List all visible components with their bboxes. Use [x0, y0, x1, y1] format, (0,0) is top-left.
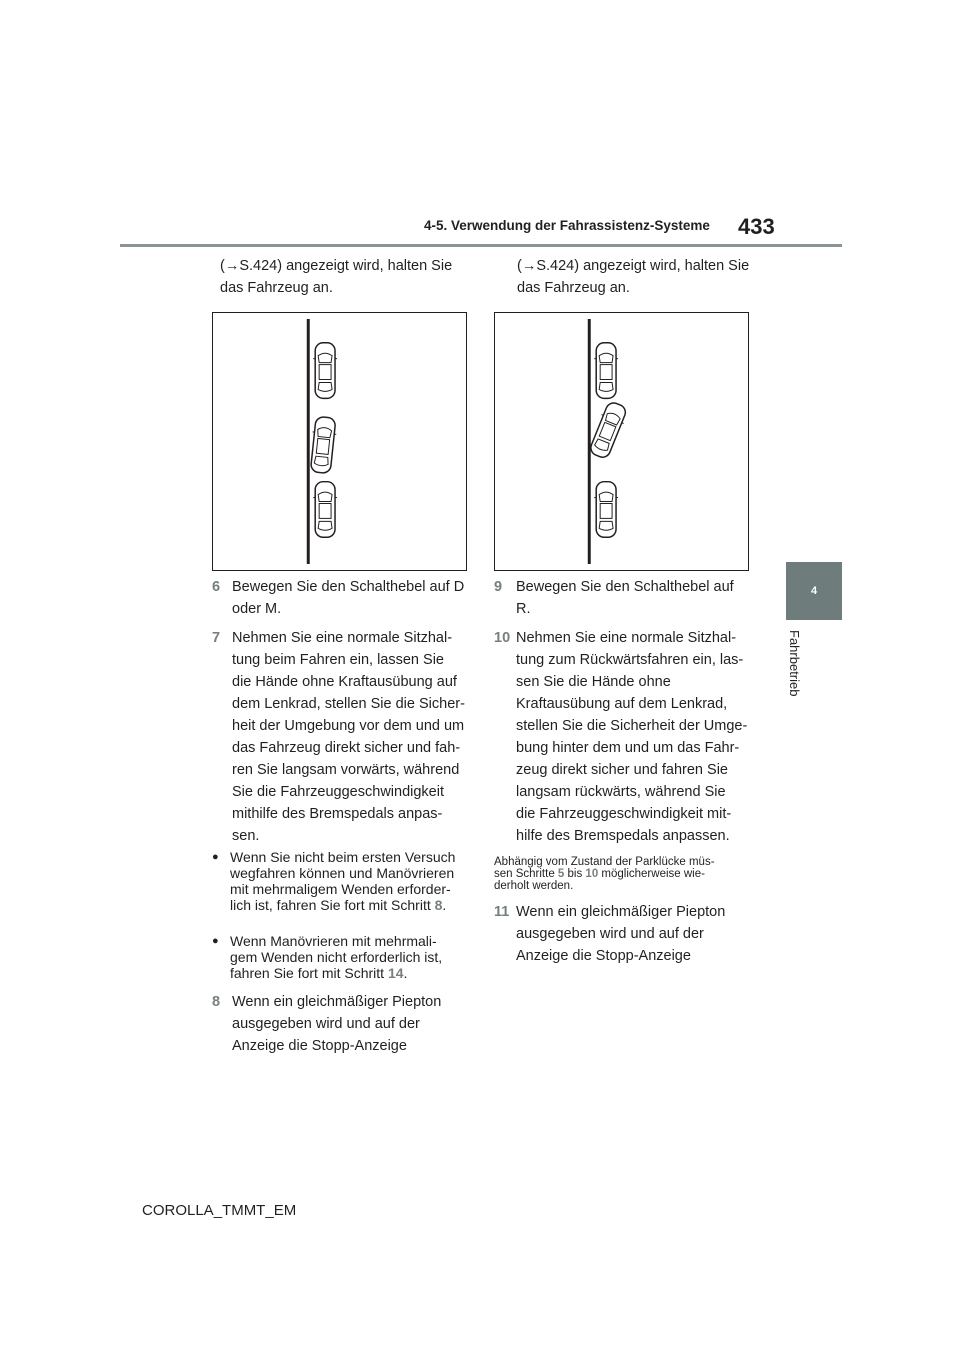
- chapter-tab: 4: [786, 562, 842, 620]
- parked-car-rear-icon: [594, 482, 618, 538]
- step-line: stellen Sie die Sicherheit der Umge-: [516, 718, 748, 734]
- section-title: 4-5. Verwendung der Fahrassistenz-Systeme: [424, 218, 710, 233]
- step-7: [212, 627, 482, 847]
- step-line: Anzeige die Stopp-Anzeige: [516, 948, 691, 964]
- right-continuation-line-1: (→S.424) angezeigt wird, halten Sie: [517, 258, 750, 274]
- parked-car-front-icon: [594, 343, 618, 399]
- reverse-exit-illustration: [494, 312, 749, 571]
- page-number: 433: [738, 214, 775, 239]
- step-line: Wenn ein gleichmäßiger Piepton: [232, 994, 442, 1010]
- step-reference: 14: [387, 965, 404, 981]
- step-line: ausgegeben wird und auf der: [232, 1016, 420, 1032]
- exiting-car-icon: [308, 416, 337, 474]
- step-line: ausgegeben wird und auf der: [516, 926, 704, 942]
- parked-car-rear-icon: [313, 482, 337, 538]
- bullet-icon: ●: [212, 935, 219, 947]
- bullet-line-last: lich ist, fahren Sie fort mit Schritt 8.: [230, 897, 447, 913]
- step-line: Wenn ein gleichmäßiger Piepton: [516, 904, 726, 920]
- step-line: dem Lenkrad, stellen Sie die Sicher-: [232, 696, 465, 712]
- step-line: Nehmen Sie eine normale Sitzhal-: [232, 630, 453, 646]
- step-line: Kraftausübung auf dem Lenkrad,: [516, 696, 728, 712]
- step-line: heit der Umgebung vor dem und um: [232, 718, 465, 734]
- step-line: die Fahrzeuggeschwindigkeit mit-: [516, 806, 732, 822]
- chapter-label: Fahrbetrieb: [787, 630, 802, 697]
- left-continuation-line-1: (→S.424) angezeigt wird, halten Sie: [220, 258, 453, 274]
- bullet-line: Wenn Manövrieren mit mehrmali-: [230, 933, 437, 949]
- step-line: langsam rückwärts, während Sie: [516, 784, 726, 800]
- step-reference: 10: [585, 868, 599, 880]
- step-number: 9: [494, 579, 503, 595]
- step-line: Sie die Fahrzeuggeschwindigkeit: [232, 784, 444, 800]
- step-line: sen Sie die Hände ohne: [516, 674, 671, 690]
- note-line: sen Schritte 5 bis 10 möglicherweise wie-: [494, 868, 705, 880]
- step-11: [494, 901, 764, 967]
- step-line: das Fahrzeug direkt sicher und fah-: [232, 740, 461, 756]
- step-line: tung zum Rückwärtsfahren ein, las-: [516, 652, 744, 668]
- step-line: Nehmen Sie eine normale Sitzhal-: [516, 630, 737, 646]
- bullet-line: wegfahren können und Manövrieren: [230, 865, 455, 881]
- step-number: 10: [494, 630, 511, 646]
- step-reference: 5: [557, 868, 565, 880]
- step-number: 7: [212, 630, 221, 646]
- step-line: hilfe des Bremspedals anpassen.: [516, 828, 730, 844]
- bullet-line: Wenn Sie nicht beim ersten Versuch: [230, 849, 456, 865]
- step-number: 8: [212, 994, 221, 1010]
- step-line: tung beim Fahren ein, lassen Sie: [232, 652, 444, 668]
- left-continuation-line-2: das Fahrzeug an.: [220, 280, 333, 296]
- bullet-item-2: [212, 933, 482, 981]
- step-number: 11: [494, 904, 510, 920]
- step-line: bung hinter dem und um das Fahr-: [516, 740, 740, 756]
- bullet-item-1: [212, 849, 482, 913]
- step-reference: 8: [434, 897, 443, 913]
- manual-code: COROLLA_TMMT_EM: [142, 1202, 297, 1219]
- step-10: [494, 627, 764, 847]
- repeat-steps-note: [494, 856, 764, 892]
- step-number: 6: [212, 579, 221, 595]
- bullet-icon: ●: [212, 851, 219, 863]
- step-line: sen.: [232, 828, 260, 844]
- reversing-car-icon: [587, 400, 630, 460]
- step-line: ren Sie langsam vorwärts, während: [232, 762, 460, 778]
- step-line: zeug direkt sicher und fahren Sie: [516, 762, 728, 778]
- step-9: [494, 576, 764, 620]
- step-line: Bewegen Sie den Schalthebel auf D: [232, 579, 465, 595]
- step-line: mithilfe des Bremspedals anpas-: [232, 806, 443, 822]
- bullet-line: gem Wenden nicht erforderlich ist,: [230, 949, 443, 965]
- forward-exit-illustration: [212, 312, 467, 571]
- parked-car-front-icon: [313, 343, 337, 399]
- step-6: [212, 576, 482, 620]
- header-divider: [120, 244, 842, 247]
- step-line: Anzeige die Stopp-Anzeige: [232, 1038, 407, 1054]
- bullet-line: mit mehrmaligem Wenden erforder-: [230, 881, 451, 897]
- note-line: derholt werden.: [494, 880, 574, 892]
- note-line: Abhängig vom Zustand der Parklücke müs-: [494, 856, 715, 868]
- step-line: die Hände ohne Kraftausübung auf: [232, 674, 457, 690]
- right-continuation-line-2: das Fahrzeug an.: [517, 280, 630, 296]
- step-8: [212, 991, 482, 1057]
- bullet-line-last: fahren Sie fort mit Schritt 14.: [230, 965, 408, 981]
- step-line: Bewegen Sie den Schalthebel auf: [516, 579, 734, 595]
- step-line: R.: [516, 601, 531, 617]
- step-line: oder M.: [232, 601, 282, 617]
